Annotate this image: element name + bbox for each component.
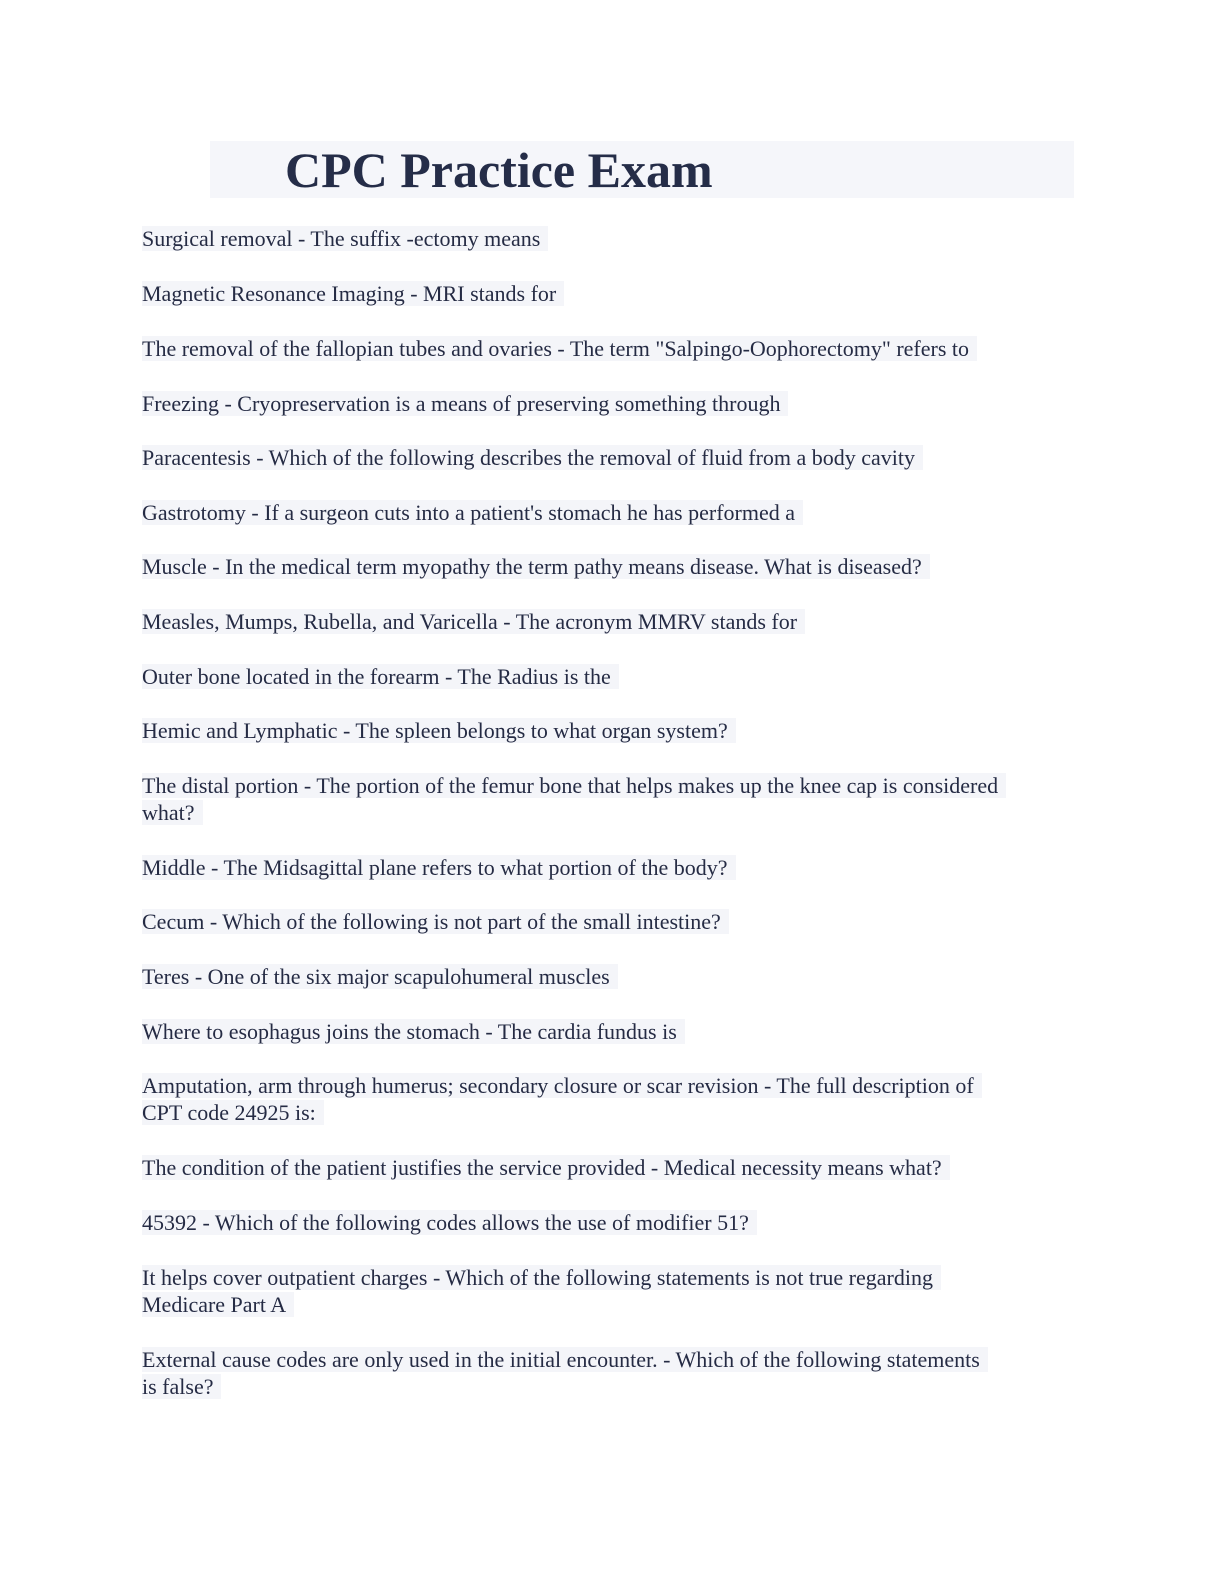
qa-line: is false? [142,1374,221,1399]
qa-line: Medicare Part A [142,1292,294,1317]
qa-line: 45392 - Which of the following codes allows the use of modifier 51? [142,1210,757,1235]
qa-item [142,772,1006,826]
qa-item [142,225,548,252]
qa-line: It helps cover outpatient charges - Which of the following statements is not true regarding [142,1265,941,1290]
qa-line: The removal of the fallopian tubes and ovaries - The term "Salpingo-Oophorectomy" refers to [142,336,977,361]
qa-line: what? [142,800,203,825]
qa-item [142,335,977,362]
qa-item [142,390,788,417]
qa-item [142,908,729,935]
qa-item [142,1346,988,1400]
qa-line: Outer bone located in the forearm - The Radius is the [142,664,619,689]
qa-line: Hemic and Lymphatic - The spleen belongs to what organ system? [142,718,736,743]
qa-item [142,1072,982,1126]
qa-line: The condition of the patient justifies the service provided - Medical necessity means what? [142,1155,950,1180]
qa-line: External cause codes are only used in the initial encounter. - Which of the following statements [142,1347,988,1372]
qa-item [142,499,803,526]
qa-line: Where to esophagus joins the stomach - The cardia fundus is [142,1019,685,1044]
qa-item [142,1264,941,1318]
qa-item [142,717,736,744]
qa-item [142,553,930,580]
qa-item [142,608,805,635]
qa-line: Middle - The Midsagittal plane refers to what portion of the body? [142,855,736,880]
qa-line: The distal portion - The portion of the femur bone that helps makes up the knee cap is considered [142,773,1006,798]
qa-line: Amputation, arm through humerus; secondary closure or scar revision - The full description of [142,1073,982,1098]
qa-item [142,280,564,307]
qa-item [142,854,736,881]
qa-item [142,663,619,690]
qa-line: Surgical removal - The suffix -ectomy means [142,226,548,251]
qa-line: CPT code 24925 is: [142,1100,324,1125]
qa-item [142,963,618,990]
qa-line: Magnetic Resonance Imaging - MRI stands for [142,281,564,306]
qa-line: Gastrotomy - If a surgeon cuts into a patient's stomach he has performed a [142,500,803,525]
qa-item [142,1209,757,1236]
qa-line: Measles, Mumps, Rubella, and Varicella - The acronym MMRV stands for [142,609,805,634]
qa-line: Teres - One of the six major scapulohumeral muscles [142,964,618,989]
qa-line: Freezing - Cryopreservation is a means of preserving something through [142,391,788,416]
page-title: CPC Practice Exam [285,142,713,198]
qa-item [142,1018,685,1045]
qa-line: Cecum - Which of the following is not part of the small intestine? [142,909,729,934]
qa-item [142,444,923,471]
qa-line: Muscle - In the medical term myopathy the term pathy means disease. What is diseased? [142,554,930,579]
qa-line: Paracentesis - Which of the following describes the removal of fluid from a body cavity [142,445,923,470]
qa-item [142,1154,950,1181]
